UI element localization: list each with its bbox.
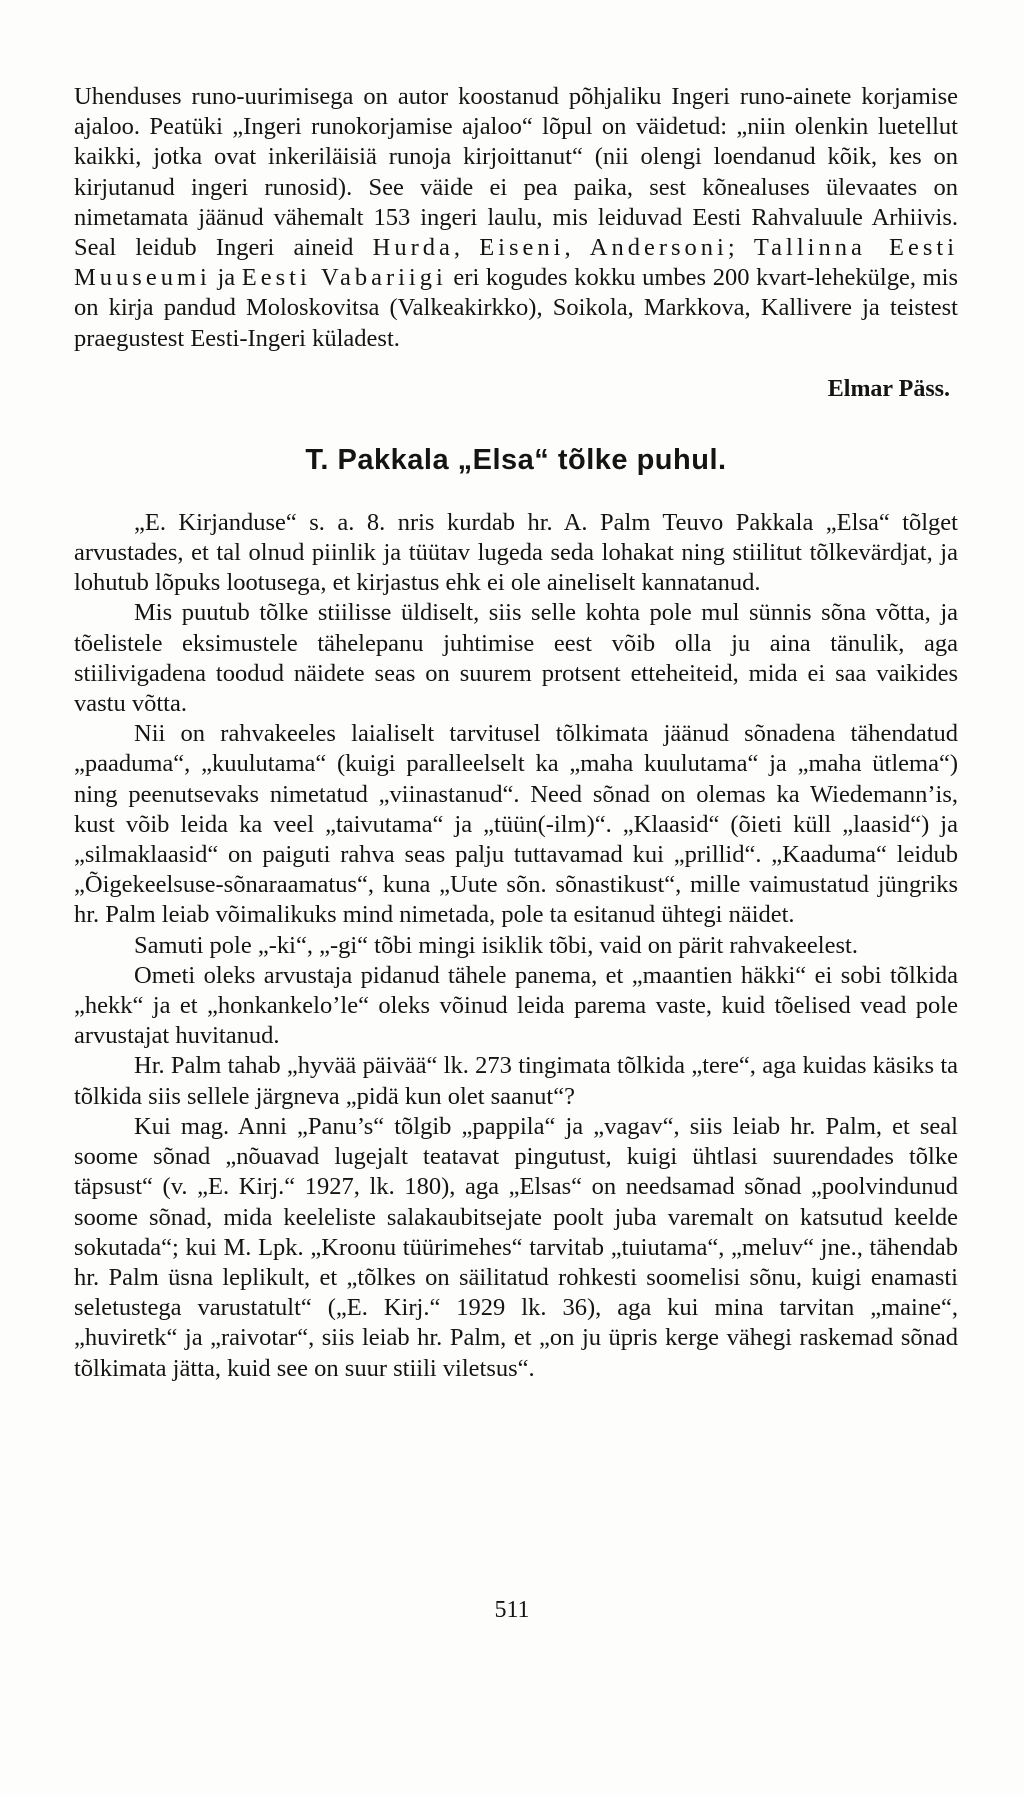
paragraph-1: „E. Kirjanduse“ s. a. 8. nris kurdab hr. A. Palm Teuvo Pakkala „Elsa“ tõlget arvustades, et tal olnud piinlik ja tüütav lugeda seda lohakat ning stiilitut tõlkevärdjat, ja lohutub lõpuks lootusega, et kirjastus ehk ei ole aineliselt kannatanud. [74,508,958,597]
separator: ja [210,264,242,292]
page-number: 511 [494,1597,530,1623]
paragraph-3: Nii on rahvakeeles laialiselt tarvitusel tõlkimata jäänud sõnadena tähendatud „paaduma“, „kuulutama“ (kuigi paralleelselt ka „maha kuulutama“ ja „maha ütlema“) ning peenutsevaks nimetatud „viinastanud“. Need sõnad on olemas ka Wiedemann’is, kust võib leida ka veel „taivutama“ ja „tüün(-ilm)“. „Klaasid“ (õieti küll „laasid“) ja „silmaklaasid“ on paiguti rahva seas palju tuttavamad kui „prillid“. „Kaaduma“ leidub „Õigekeelsuse-sõnaraamatus“, kuna „Uute sõn. sõnastikust“, mille vaimustatud jüngriks hr. Palm leiab võimalikuks mind nimetada, pole ta esitanud ühtegi näidet. [74,720,958,929]
separator: , [453,234,480,262]
spaced-name-museum: Tallinna Eesti Muuseumi [74,234,959,292]
separator: ; [727,234,754,262]
spaced-name-andersoni: Andersoni [589,234,728,262]
separator: , [564,234,590,262]
paragraph-6: Hr. Palm tahab „hyvää päivää“ lk. 273 tingimata tõlkida „tere“, aga kuidas käsiks ta tõlkida siis sellele järgneva „pidä kun olet saanut“? [74,1052,958,1110]
paragraph-text: eri kogudes kokku umbes 200 kvart-lehekülge, mis on kirja pandud Moloskovitsa (Valkeakirkko), Soikola, Markkova, Kallivere ja teistest praegustest Eesti-Ingeri küladest. [74,264,958,352]
spaced-name-hurda: Hurda [372,234,454,262]
spaced-name-vabariigi: Eesti Vabariigi [241,264,447,292]
paragraph-4: Samuti pole „-ki“, „-gi“ tõbi mingi isiklik tõbi, vaid on pärit rahvakeelest. [134,931,858,959]
author-signature: Elmar Päss. [827,375,950,402]
text-column [74,82,958,1384]
paragraph-5: Ometi oleks arvustaja pidanud tähele panema, et „maantien häkki“ ei sobi tõlkida „hekk“ ja et „honkankelo’le“ oleks võinud leida parema vaste, kuid tõelised vead pole arvustajat huvitanud. [74,961,958,1050]
paragraph-7: Kui mag. Anni „Panu’s“ tõlgib „pappila“ ja „vagav“, siis leiab hr. Palm, et seal soome sõnad „nõuavad lugejalt teatavat pingutust, kuigi ühtlasi suurendades tõlke täpsust“ (v. „E. Kirj.“ 1927, lk. 180), aga „Elsas“ on needsamad sõnad „poolvindunud soome sõnad, mida keeleliste salakaubitsejate poolt juba varemalt on katsutud keelde sokutada“; kui M. Lpk. „Kroonu tüürimehes“ tarvitab „tuiutama“, „meluv“ jne., tähendab hr. Palm üsna leplikult, et „tõlkes on säilitatud rohkesti soomelisi sõnu, kuigi enamasti seletustega varustatult“ („E. Kirj.“ 1929 lk. 36), aga kui mina tarvitan „maine“, „huviretk“ ja „raivotar“, siis leiab hr. Palm, et „on ju üpris kerge vähegi raskemad sõnad tõlkimata jätta, kuid see on suur stiili viletsus“. [74,1112,958,1382]
article-heading: T. Pakkala „Elsa“ tõlke puhul. [305,443,727,476]
review-closing-paragraph [74,82,958,354]
paragraph-2: Mis puutub tõlke stiilisse üldiselt, siis selle kohta pole mul sünnis sõna võtta, ja tõelistele eksimustele tähelepanu juhtimise eest võib olla ju aina tänulik, aga stiilivigadena toodud näidete seas on suurem protsent etteheiteid, mida ei saa vaikides vastu võtta. [74,599,958,718]
spaced-name-eiseni: Eiseni [479,234,565,262]
paragraph-text: Uhenduses runo-uurimisega on autor koostanud põhjaliku Ingeri runo-ainete korjamise ajaloo. Peatüki „Ingeri runokorjamise ajaloo“ lõpul on väidetud: „niin olenkin luetellut kaikki, jotka ovat inkeriläisiä runoja kirjoittanut“ (nii olengi loendanud kõik, kes on kirjutanud ingeri runosid). See väide ei pea paika, sest kõnealuses ülevaates on nimetamata jäänud vähemalt 153 ingeri laulu, mis leiduvad Eesti Rahvaluule Arhiivis. Seal leidub Ingeri aineid [74,83,958,262]
